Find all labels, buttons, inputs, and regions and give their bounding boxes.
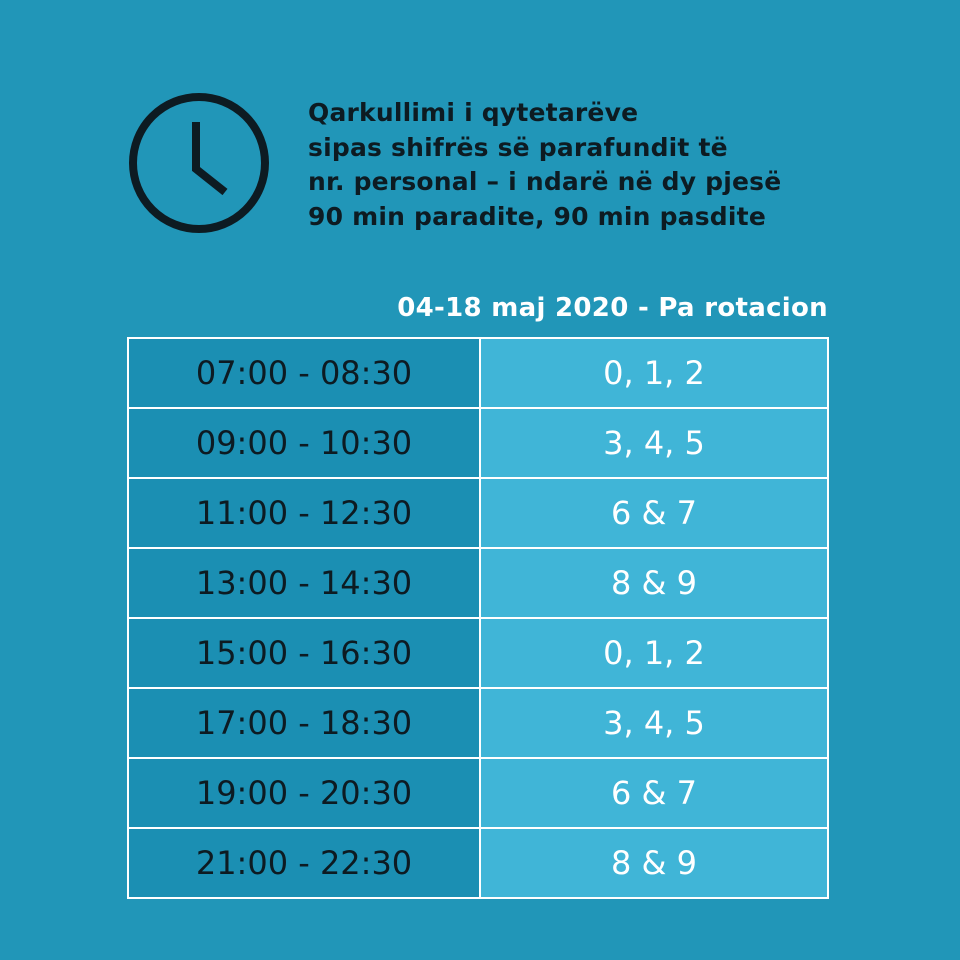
table-row [128,618,828,688]
clock-icon [127,91,271,235]
table-row [128,478,828,548]
digit-group: 8 & 9 [480,828,828,898]
heading-line: 90 min paradite, 90 min pasdite [308,201,766,231]
time-slot: 19:00 - 20:30 [128,758,480,828]
time-slot: 11:00 - 12:30 [128,478,480,548]
table-row [128,758,828,828]
table-row [128,548,828,618]
heading-line: nr. personal – i ndarë në dy pjesë [308,167,782,196]
digit-group: 3, 4, 5 [480,408,828,478]
digit-group: 6 & 7 [480,758,828,828]
digit-group: 0, 1, 2 [480,618,828,688]
table-row [128,828,828,898]
time-slot: 09:00 - 10:30 [128,408,480,478]
digit-group: 3, 4, 5 [480,688,828,758]
heading-line: sipas shifrës së parafundit të [308,132,728,162]
digit-group: 6 & 7 [480,478,828,548]
table-row [128,408,828,478]
digit-group: 0, 1, 2 [480,338,828,408]
time-slot: 21:00 - 22:30 [128,828,480,898]
time-slot: 13:00 - 14:30 [128,548,480,618]
digit-group: 8 & 9 [480,548,828,618]
time-slot: 15:00 - 16:30 [128,618,480,688]
table-row [128,688,828,758]
period-label: 04-18 maj 2020 - Pa rotacion [397,293,828,323]
schedule-table [127,337,829,899]
heading [308,96,928,234]
time-slot: 17:00 - 18:30 [128,688,480,758]
heading-line: Qarkullimi i qytetarëve [308,98,639,127]
table-row [128,338,828,408]
time-slot: 07:00 - 08:30 [128,338,480,408]
